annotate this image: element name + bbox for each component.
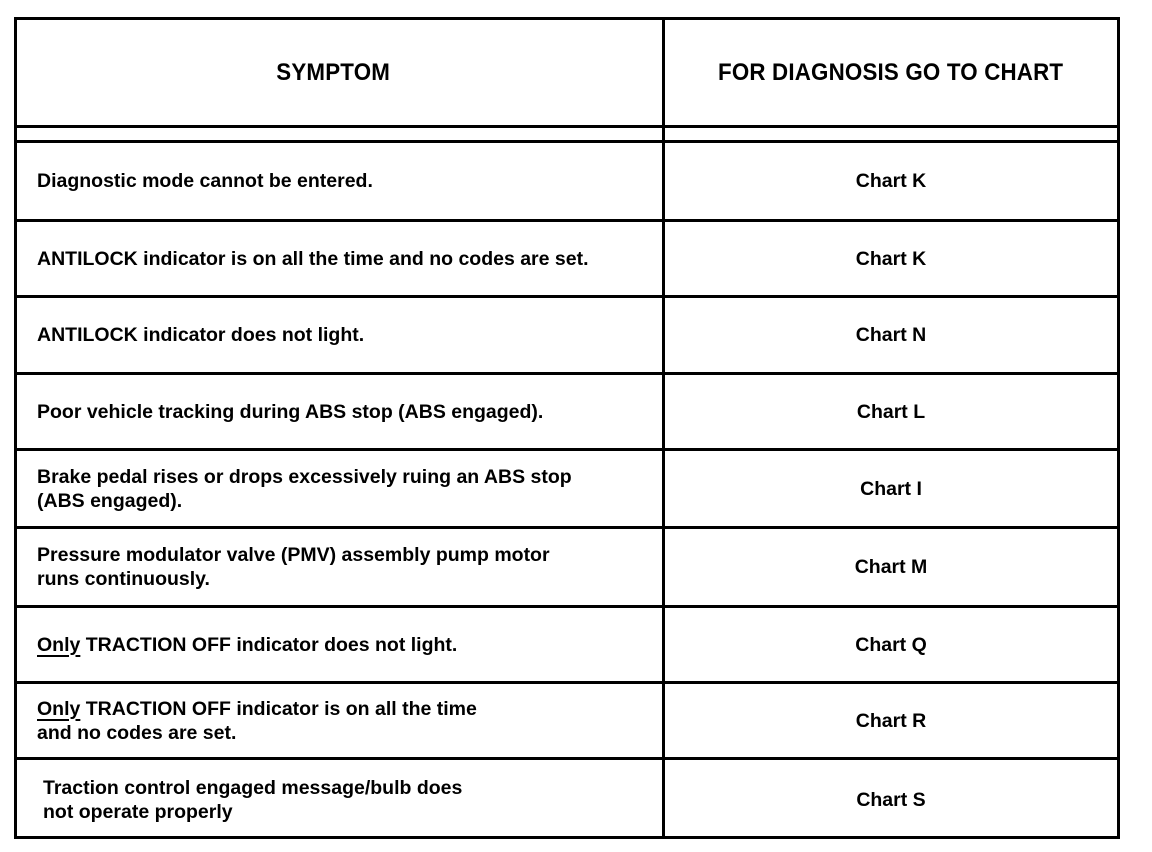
header-chart-cell [665,20,1117,125]
table-row [17,298,1117,372]
header-row [17,20,1117,125]
chart-cell [665,375,1117,448]
symptom-cell [17,529,662,605]
symptom-cell [17,375,662,448]
symptom-cell [17,222,662,295]
table-row [17,222,1117,295]
symptom-remainder: TRACTION OFF indicator is on all the time and no codes are set. [37,697,477,744]
symptom-text: Traction control engaged message/bulb does not operate properly [43,776,463,823]
symptom-text: Poor vehicle tracking during ABS stop (ABS engaged). [37,400,544,423]
table-row [17,375,1117,448]
chart-ref: Chart S [856,788,926,811]
chart-ref: Chart N [855,324,927,346]
symptom-cell [17,760,662,839]
chart-cell [665,222,1117,295]
header-symptom-cell [17,20,662,125]
symptom-cell [17,143,662,219]
symptom-text: Brake pedal rises or drops excessively ruing an ABS stop (ABS engaged). [37,465,572,512]
symptom-text: Diagnostic mode cannot be entered. [37,170,373,192]
symptom-cell [17,608,662,681]
chart-ref: Chart I [860,477,922,500]
chart-ref: Chart Q [855,633,927,656]
chart-cell [665,298,1117,372]
symptom-cell [17,451,662,526]
symptom-text: ANTILOCK indicator is on all the time and no codes are set. [37,247,589,270]
chart-cell [665,529,1117,605]
table-row [17,760,1117,839]
chart-cell [665,684,1117,757]
symptom-text [37,633,457,657]
chart-cell [665,143,1117,219]
symptom-emphasis: Only [37,697,81,720]
chart-cell [665,760,1117,839]
chart-cell [665,608,1117,681]
diagnosis-table [14,17,1120,839]
table-row [17,684,1117,757]
symptom-remainder: TRACTION OFF indicator does not light. [80,633,458,656]
chart-ref: Chart L [856,400,926,423]
chart-ref: Chart M [854,556,928,578]
header-chart: FOR DIAGNOSIS GO TO CHART [718,58,1064,86]
symptom-text [37,697,477,745]
symptom-text: Pressure modulator valve (PMV) assembly pump motor runs continuously. [37,544,550,590]
header-symptom: SYMPTOM [276,58,391,86]
symptom-cell [17,298,662,372]
symptom-cell [17,684,662,757]
table-row [17,451,1117,526]
table-row [17,143,1117,219]
symptom-text: ANTILOCK indicator does not light. [37,324,365,346]
symptom-emphasis: Only [37,633,81,656]
chart-ref: Chart K [855,170,927,192]
header-rule-top [17,125,1117,128]
chart-ref: Chart R [855,709,927,732]
table-row [17,529,1117,605]
table-row [17,608,1117,681]
chart-cell [665,451,1117,526]
chart-ref: Chart K [855,247,927,270]
